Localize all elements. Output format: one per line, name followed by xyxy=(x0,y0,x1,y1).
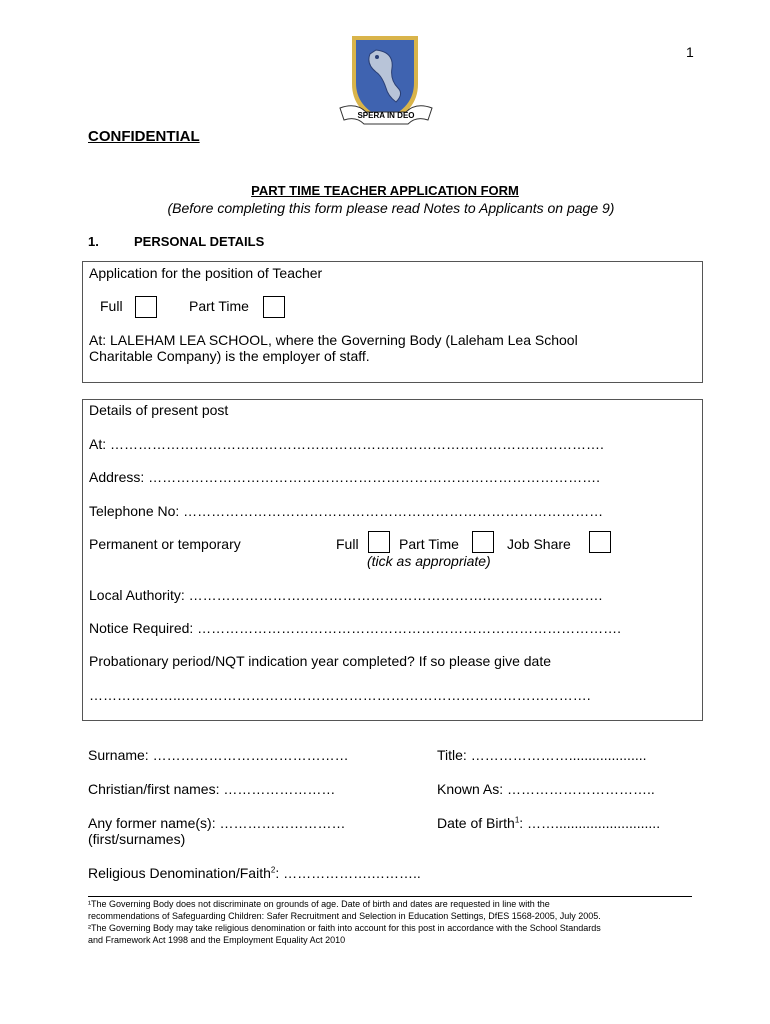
page-number: 1 xyxy=(686,44,694,60)
permanent-temporary-label: Permanent or temporary xyxy=(89,536,241,552)
footnote-divider xyxy=(88,896,692,897)
dob-footnote-ref: 1 xyxy=(514,815,520,825)
former-names-sublabel: (first/surnames) xyxy=(88,831,186,847)
form-subtitle: (Before completing this form please read Notes to Applicants on page 9) xyxy=(167,200,615,216)
confidential-heading: CONFIDENTIAL xyxy=(88,128,200,145)
dob-dots: : ……........................... xyxy=(519,815,661,831)
known-as-field[interactable]: Known As: ………………………….. xyxy=(437,781,655,797)
full-label: Full xyxy=(100,298,123,314)
footnote-2-line-1: ²The Governing Body may take religious denomination or faith into account for this post in accordance with the School Standards xyxy=(88,923,601,933)
post-full-label: Full xyxy=(336,536,359,552)
employer-line-2: Charitable Company) is the employer of staff. xyxy=(89,348,370,364)
religion-footnote-ref: 2 xyxy=(270,865,276,875)
part-time-label: Part Time xyxy=(189,298,249,314)
position-box xyxy=(82,261,703,383)
dob-label: Date of Birth xyxy=(437,815,515,831)
surname-field[interactable]: Surname: …………………………………… xyxy=(88,747,349,763)
full-checkbox[interactable] xyxy=(135,296,157,318)
crest-motto: SPERA IN DEO xyxy=(357,111,415,120)
religion-dots: : ……………….……….. xyxy=(275,865,421,881)
local-authority-field[interactable]: Local Authority: ……………………………………………………….……………………. xyxy=(89,587,603,603)
religion-field[interactable] xyxy=(88,865,421,881)
notice-required-field[interactable]: Notice Required: ………………………………………………………………………………. xyxy=(89,620,622,636)
employer-line-1: At: LALEHAM LEA SCHOOL, where the Governing Body (Laleham Lea School xyxy=(89,332,578,348)
title-field[interactable]: Title: ………………….................... xyxy=(437,747,647,763)
tick-note: (tick as appropriate) xyxy=(367,553,491,569)
post-part-time-label: Part Time xyxy=(399,536,459,552)
former-names-field[interactable]: Any former name(s): ……………………… xyxy=(88,815,346,831)
job-share-label: Job Share xyxy=(507,536,571,552)
position-label: Application for the position of Teacher xyxy=(89,265,323,281)
footnote-2-line-2: and Framework Act 1998 and the Employment Equality Act 2010 xyxy=(88,935,346,945)
footnote-1-line-2: recommendations of Safeguarding Children: Safer Recruitment and Selection in Education Settings, DfES 1568-2005, July 2005. xyxy=(88,911,601,921)
date-of-birth-field[interactable] xyxy=(437,815,660,831)
probationary-question: Probationary period/NQT indication year completed? If so please give date xyxy=(89,653,552,669)
post-full-checkbox[interactable] xyxy=(368,531,390,553)
at-field[interactable]: At: ……………………………………………………………………………………………. xyxy=(89,436,604,452)
job-share-checkbox[interactable] xyxy=(589,531,611,553)
footnote-1-line-1: ¹The Governing Body does not discriminate on grounds of age. Date of birth and dates are requested in line with the xyxy=(88,899,550,909)
section-title: PERSONAL DETAILS xyxy=(134,234,265,249)
first-names-field[interactable]: Christian/first names: …………………… xyxy=(88,781,336,797)
telephone-field[interactable]: Telephone No: ……………………………………………………………………………… xyxy=(89,503,604,519)
post-part-time-checkbox[interactable] xyxy=(472,531,494,553)
address-field[interactable]: Address: ……………………………………………………………………………………. xyxy=(89,469,601,485)
part-time-checkbox[interactable] xyxy=(263,296,285,318)
present-post-title: Details of present post xyxy=(89,402,229,418)
religion-label: Religious Denomination/Faith xyxy=(88,865,271,881)
present-post-box xyxy=(82,399,703,721)
probationary-date-field[interactable]: ………………..……………………………………………………………………………. xyxy=(89,687,591,703)
form-title: PART TIME TEACHER APPLICATION FORM xyxy=(251,183,519,198)
school-crest-logo xyxy=(336,32,436,132)
section-number: 1. xyxy=(88,234,99,249)
